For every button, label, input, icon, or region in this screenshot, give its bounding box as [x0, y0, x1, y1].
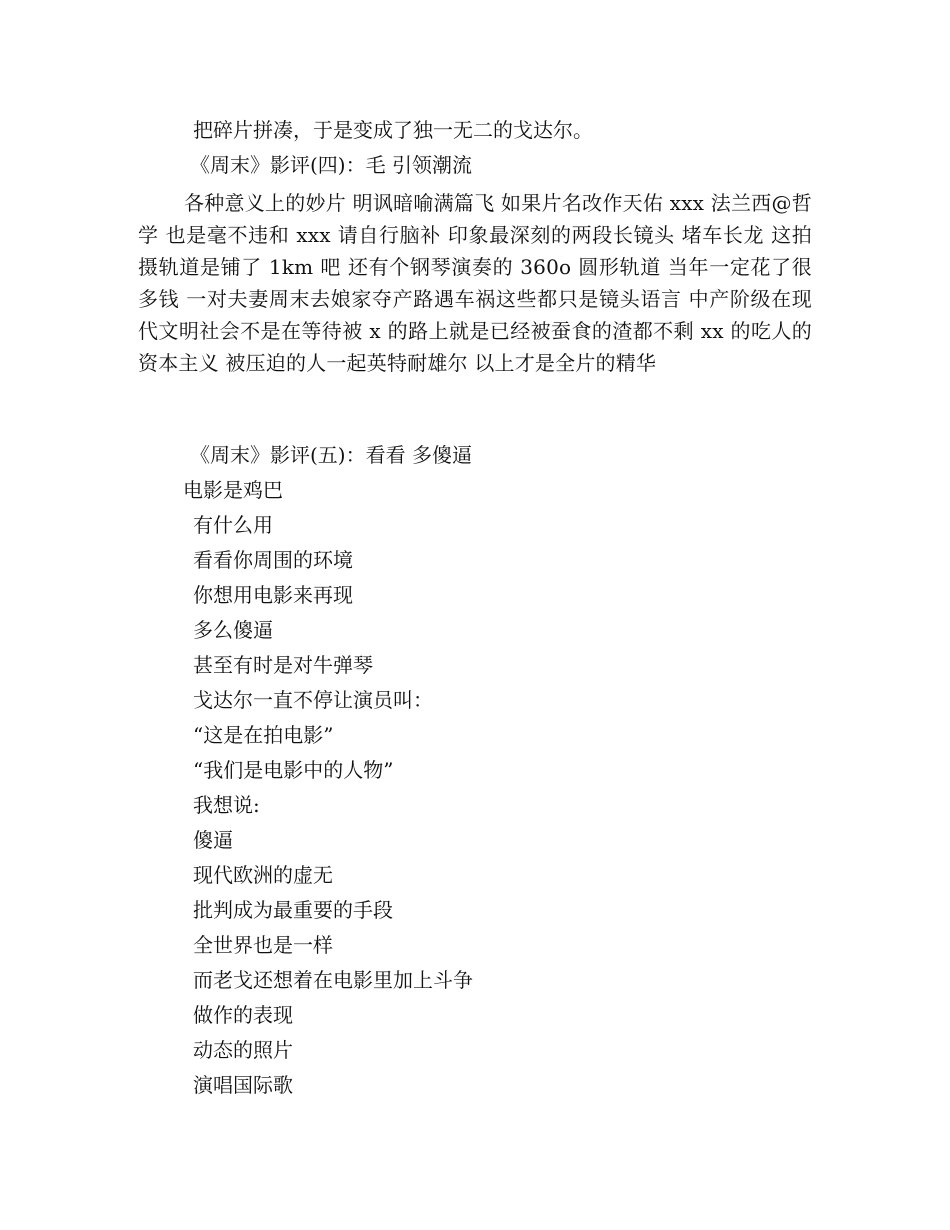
- poem-line: 看看你周围的环境: [193, 548, 353, 572]
- poem-line: 全世界也是一样: [193, 933, 333, 957]
- poem-line: 多么傻逼: [193, 618, 273, 642]
- poem-line: 有什么用: [193, 513, 273, 537]
- poem-line: 电影是鸡巴: [183, 478, 283, 502]
- poem-line: 甚至有时是对牛弹琴: [193, 653, 373, 677]
- poem-line: 现代欧洲的虚无: [193, 863, 333, 887]
- poem-line: “这是在拍电影”: [193, 723, 334, 747]
- section-heading: 《周末》影评(五)：看看 多傻逼: [190, 443, 472, 467]
- poem-line: 我想说:: [193, 793, 260, 817]
- poem-line: “我们是电影中的人物”: [193, 758, 394, 782]
- review-paragraph: 各种意义上的妙片 明讽暗喻满篇飞 如果片名改作天佑 xxx 法兰西@哲学 也是毫不违和 xxx 请自行脑补 印象最深刻的两段长镜头 堵车长龙 这拍摄轨道是铺了 1km 吧 还有个钢琴演奏的 360o 圆形轨道 当年一定花了很多钱 一对夫妻周末去娘家夺产路遇车祸这些都只是镜头语言 中产阶级在现代文明社会不是在等待被 x 的路上就是已经被蚕食的渣都不剩 xx 的吃人的资本主义 被压迫的人一起英特耐雄尔 以上才是全片的精华: [138, 191, 812, 375]
- poem-line: 戈达尔一直不停让演员叫：: [193, 688, 433, 712]
- poem-line: 你想用电影来再现: [193, 583, 353, 607]
- poem-line: 做作的表现: [193, 1003, 293, 1027]
- section-heading: 《周末》影评(四)：毛 引领潮流: [190, 153, 472, 177]
- text-line: 把碎片拼凑，于是变成了独一无二的戈达尔。: [193, 118, 593, 142]
- poem-line: 动态的照片: [193, 1038, 293, 1062]
- poem-line: 而老戈还想着在电影里加上斗争: [193, 968, 473, 992]
- poem-line: 批判成为最重要的手段: [193, 898, 393, 922]
- poem-line: 傻逼: [193, 828, 233, 852]
- poem-line: 演唱国际歌: [193, 1073, 293, 1097]
